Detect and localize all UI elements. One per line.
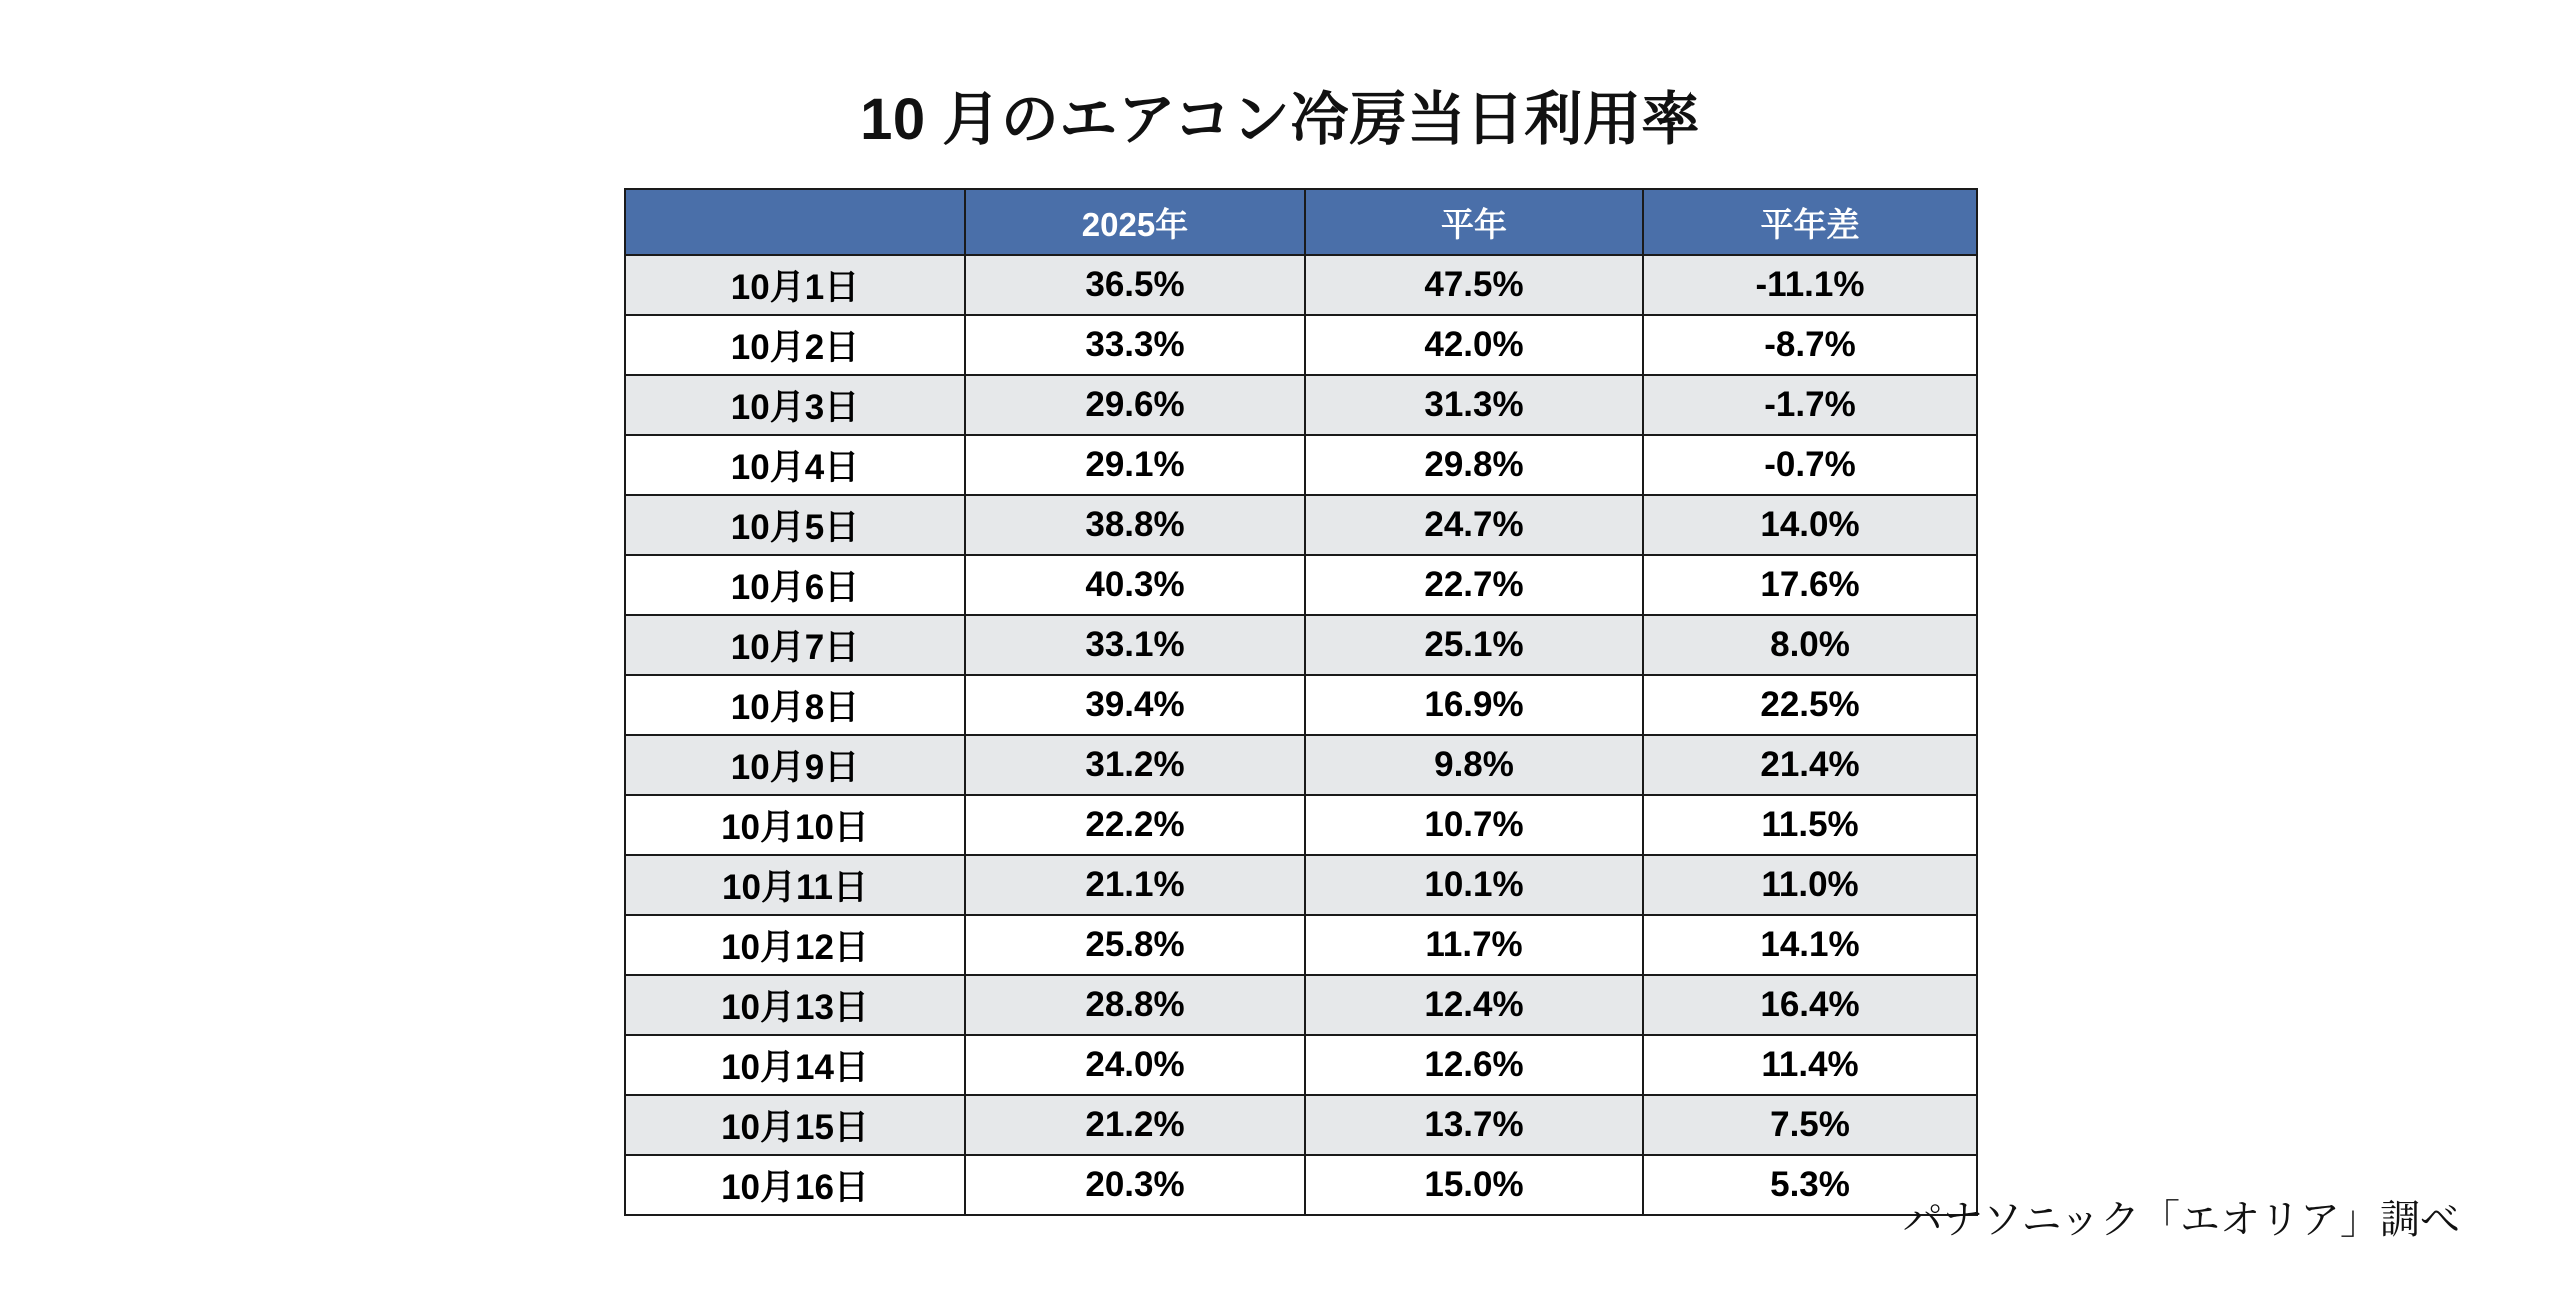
cell-date: 10月4日: [625, 435, 965, 495]
table-row: [625, 495, 1977, 555]
cell-2025: 39.4%: [965, 675, 1305, 735]
table-row: [625, 975, 1977, 1035]
cell-date: 10月15日: [625, 1095, 965, 1155]
cell-date: 10月2日: [625, 315, 965, 375]
table-row: [625, 915, 1977, 975]
cell-diff: 22.5%: [1643, 675, 1977, 735]
usage-rate-table-container: [624, 188, 1976, 1216]
cell-date: 10月9日: [625, 735, 965, 795]
cell-date: 10月13日: [625, 975, 965, 1035]
table-row: [625, 375, 1977, 435]
table-row: [625, 255, 1977, 315]
cell-normal: 11.7%: [1305, 915, 1643, 975]
cell-2025: 29.1%: [965, 435, 1305, 495]
cell-date: 10月16日: [625, 1155, 965, 1215]
cell-diff: -1.7%: [1643, 375, 1977, 435]
cell-2025: 22.2%: [965, 795, 1305, 855]
cell-normal: 42.0%: [1305, 315, 1643, 375]
cell-normal: 9.8%: [1305, 735, 1643, 795]
table-row: [625, 555, 1977, 615]
column-header-date: [625, 189, 965, 255]
cell-normal: 22.7%: [1305, 555, 1643, 615]
cell-normal: 12.6%: [1305, 1035, 1643, 1095]
page-title: 10 月のエアコン冷房当日利用率: [860, 87, 1700, 152]
cell-date: 10月5日: [625, 495, 965, 555]
cell-diff: -8.7%: [1643, 315, 1977, 375]
cell-date: 10月1日: [625, 255, 965, 315]
cell-normal: 47.5%: [1305, 255, 1643, 315]
cell-diff: 17.6%: [1643, 555, 1977, 615]
column-header-2025: 2025年: [965, 189, 1305, 255]
table-row: [625, 735, 1977, 795]
cell-2025: 25.8%: [965, 915, 1305, 975]
cell-diff: -11.1%: [1643, 255, 1977, 315]
cell-normal: 10.1%: [1305, 855, 1643, 915]
cell-diff: 11.0%: [1643, 855, 1977, 915]
cell-normal: 13.7%: [1305, 1095, 1643, 1155]
usage-rate-table: [624, 188, 1978, 1216]
cell-2025: 31.2%: [965, 735, 1305, 795]
table-row: [625, 435, 1977, 495]
cell-diff: 16.4%: [1643, 975, 1977, 1035]
table-header: [625, 189, 1977, 255]
column-header-diff: 平年差: [1643, 189, 1977, 255]
cell-2025: 21.2%: [965, 1095, 1305, 1155]
cell-diff: -0.7%: [1643, 435, 1977, 495]
cell-date: 10月7日: [625, 615, 965, 675]
cell-2025: 20.3%: [965, 1155, 1305, 1215]
cell-2025: 40.3%: [965, 555, 1305, 615]
cell-date: 10月3日: [625, 375, 965, 435]
cell-normal: 29.8%: [1305, 435, 1643, 495]
cell-diff: 7.5%: [1643, 1095, 1977, 1155]
column-header-normal: 平年: [1305, 189, 1643, 255]
cell-normal: 12.4%: [1305, 975, 1643, 1035]
cell-2025: 28.8%: [965, 975, 1305, 1035]
cell-normal: 16.9%: [1305, 675, 1643, 735]
cell-2025: 29.6%: [965, 375, 1305, 435]
cell-diff: 14.0%: [1643, 495, 1977, 555]
cell-diff: 21.4%: [1643, 735, 1977, 795]
table-row: [625, 795, 1977, 855]
cell-normal: 24.7%: [1305, 495, 1643, 555]
cell-2025: 38.8%: [965, 495, 1305, 555]
cell-normal: 10.7%: [1305, 795, 1643, 855]
table-row: [625, 855, 1977, 915]
cell-date: 10月12日: [625, 915, 965, 975]
cell-normal: 15.0%: [1305, 1155, 1643, 1215]
cell-2025: 36.5%: [965, 255, 1305, 315]
cell-date: 10月8日: [625, 675, 965, 735]
cell-2025: 33.1%: [965, 615, 1305, 675]
cell-date: 10月14日: [625, 1035, 965, 1095]
table-row: [625, 1155, 1977, 1215]
table-row: [625, 1095, 1977, 1155]
cell-diff: 14.1%: [1643, 915, 1977, 975]
table-body: [625, 255, 1977, 1215]
cell-2025: 21.1%: [965, 855, 1305, 915]
table-row: [625, 615, 1977, 675]
cell-date: 10月10日: [625, 795, 965, 855]
cell-diff: 11.4%: [1643, 1035, 1977, 1095]
cell-normal: 31.3%: [1305, 375, 1643, 435]
table-row: [625, 1035, 1977, 1095]
table-header-row: [625, 189, 1977, 255]
cell-date: 10月6日: [625, 555, 965, 615]
cell-diff: 8.0%: [1643, 615, 1977, 675]
table-row: [625, 315, 1977, 375]
cell-normal: 25.1%: [1305, 615, 1643, 675]
cell-diff: 11.5%: [1643, 795, 1977, 855]
source-note: パナソニック「エオリア」調べ: [1902, 1197, 2460, 1242]
table-row: [625, 675, 1977, 735]
cell-2025: 33.3%: [965, 315, 1305, 375]
cell-diff: 5.3%: [1643, 1155, 1977, 1215]
cell-date: 10月11日: [625, 855, 965, 915]
cell-2025: 24.0%: [965, 1035, 1305, 1095]
